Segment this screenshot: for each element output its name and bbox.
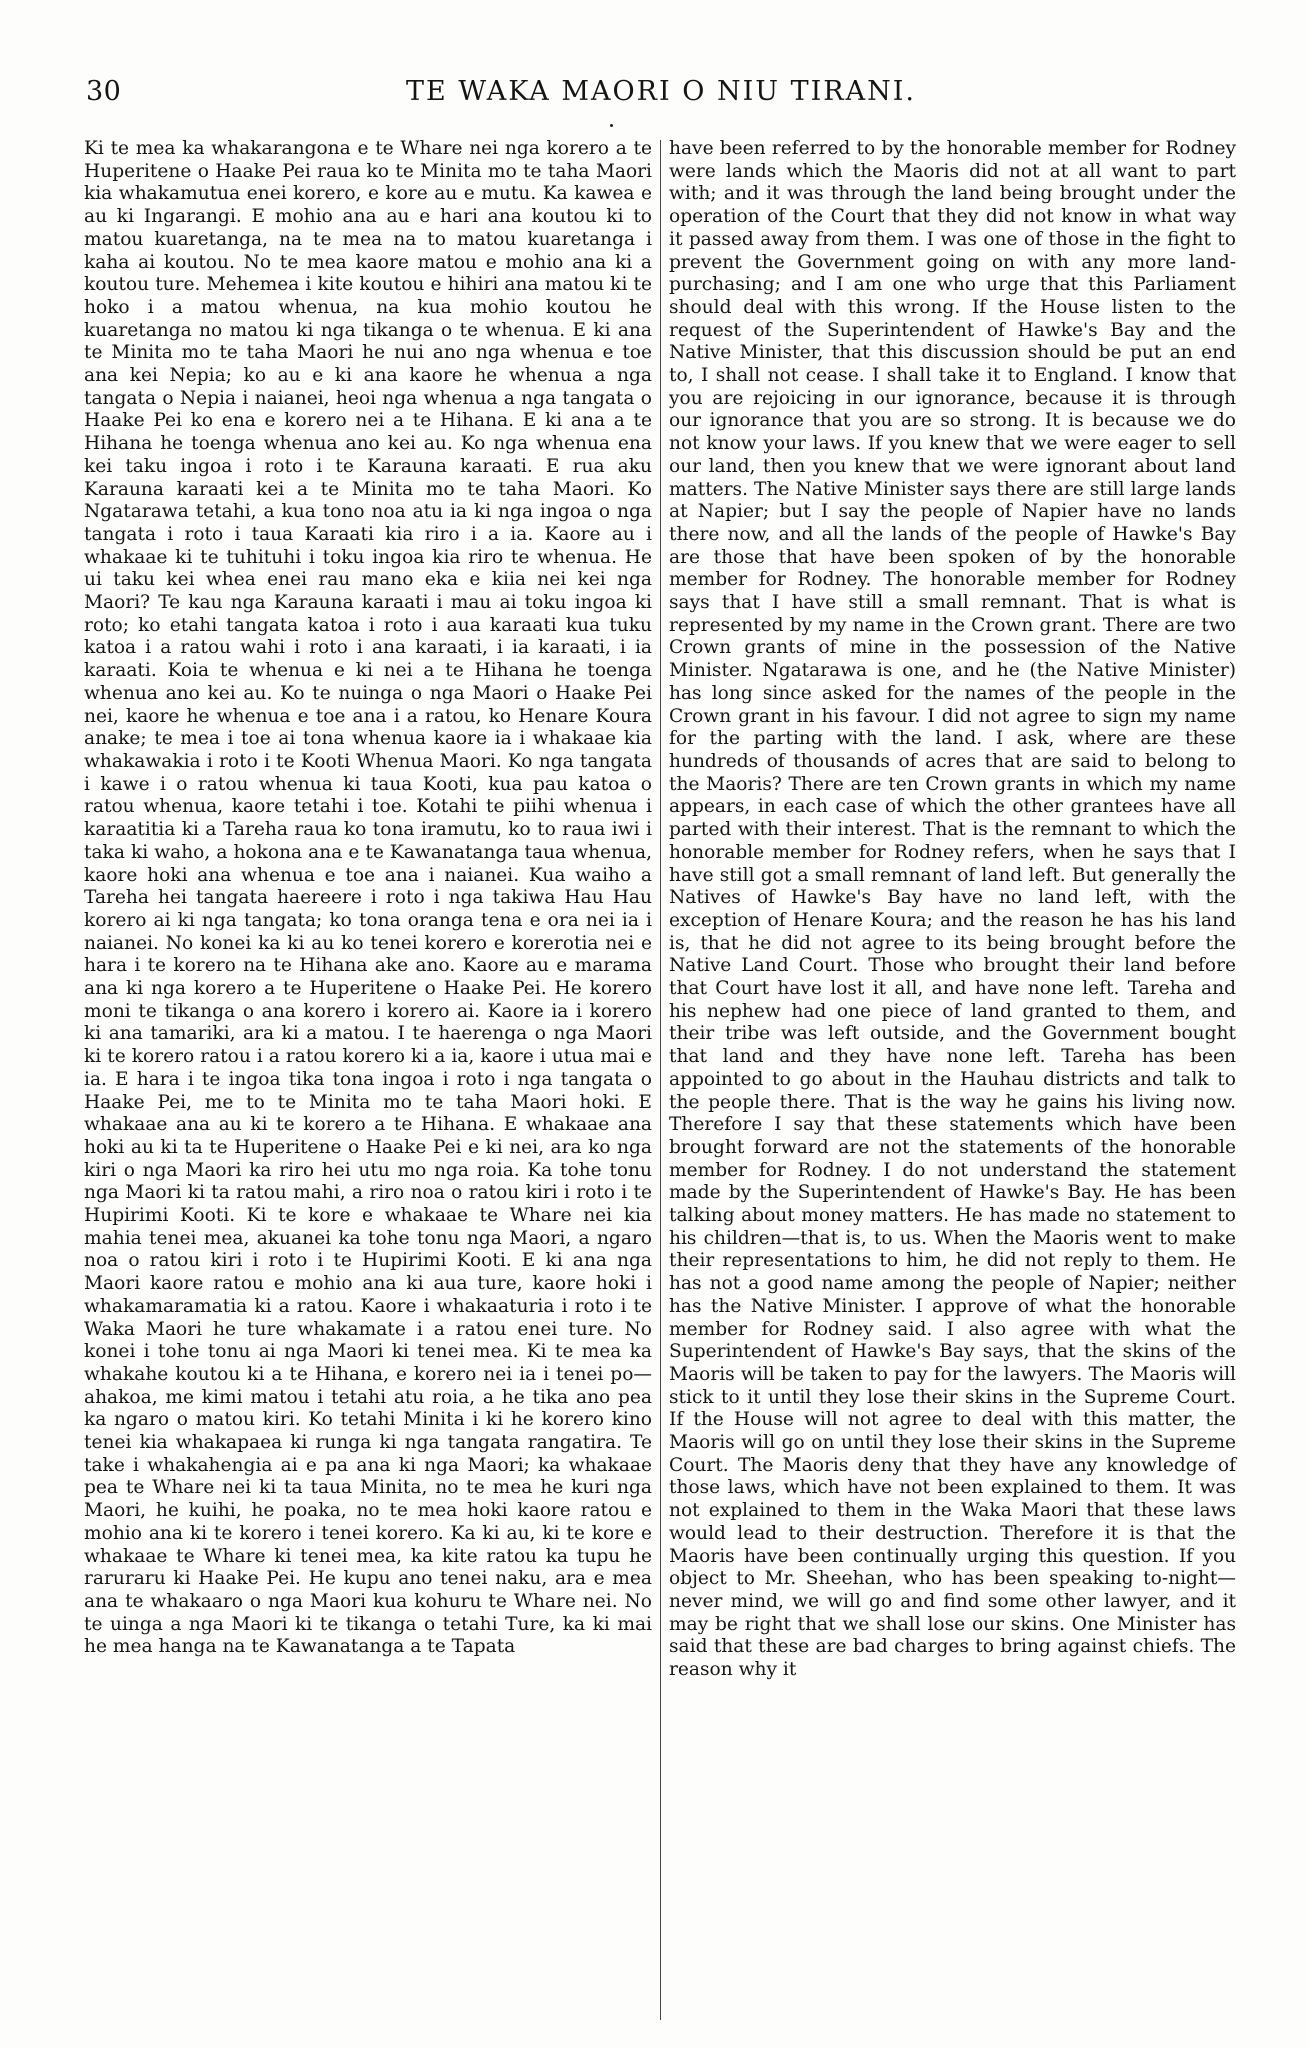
right-column-text: have been referred to by the honorable member for Rodney were lands which the Maoris did not at all want to part with; and it was through the land being brought under the operation of the Court that they did not know in what way it passed away from them. I was one of those in the fight to prevent the Government going on with any more land-purchasing; and I am one who urge that this Parliament should deal with this wrong. If the House listen to the request of the Superintendent of Hawke's Bay and the Native Minister, that this discussion should be put an end to, I shall not cease. I shall take it to England. I know that you are rejoicing in our ignorance, because it is through our ignorance that you are so strong. It is because we do not know your laws. If you knew that we were eager to sell our land, then you knew that we were ignorant about land matters. The Native Minister says there are still large lands at Napier; but I say the people of Napier have no lands there now, and all the lands of the people of Hawke's Bay are those that have been spoken of by the honorable member for Rodney. The honorable member for Rodney says that I have still a small remnant. That is what is represented by my name in the Crown grant. There are two Crown grants of mine in the possession of the Native Minister. Ngatarawa is one, and he (the Native Minister) has long since asked for the names of the people in the Crown grant in his favour. I did not agree to sign my name for the parting with the land. I ask, where are these hundreds of thousands of acres that are said to belong to the Maoris? There are ten Crown grants in which my name appears, in each case of which the other grantees have all parted with their interest. That is the remnant to which the honorable member for Rodney refers, when he says that I have still got a small remnant of land left. But generally the Natives of Hawke's Bay have no land left, with the exception of Henare Koura; and the reason he has his land is, that he did not agree to its being brought before the Native Land Court. Those who brought their land before that Court have lost it all, and have none left. Tareha and his nephew had one piece of land granted to them, and their tribe was left outside, and the Government bought that land and they have none left. Tareha has been appointed to go about in the Hauhau districts and talk to the people there. That is the way he gains his living now. Therefore I say that these statements which have been brought forward are not the statements of the honorable member for Rodney. I do not understand the statement made by the Superintendent of Hawke's Bay. He has been talking about money matters. He has made no statement to his children—that is, to us. When the Maoris went to make their representations to him, he did not reply to them. He has not a good name among the people of Napier; neither has the Native Minister. I approve of what the honorable member for Rodney said. I also agree with what the Superintendent of Hawke's Bay says, that the skins of the Maoris will be taken to pay for the lawyers. The Maoris will stick to it until they lose their skins in the Supreme Court. If the House will not agree to deal with this matter, the Maoris will go on until they lose their skins in the Supreme Court. The Maoris deny that they have any knowledge of those laws, which have not been explained to them. It was not explained to them in the Waka Maori that these laws would lead to their destruction. Therefore it is that the Maoris have been continually urging this question. If you object to Mr. Sheehan, who has been speaking to-night—never mind, we will go and find some other lawyer, and it may be right that we shall lose our skins. One Minister has said that these are bad charges to bring against chiefs. The reason why it [669,138,1236,1681]
right-column [669,138,1236,1682]
left-column [84,138,652,1659]
header-dot-ornament [610,124,613,127]
left-column-text: Ki te mea ka whakarangona e te Whare nei nga korero a te Huperitene o Haake Pei raua ko te Minita mo te taha Maori kia whakamutua enei korero, e kore au e mutu. Ka kawea e au ki Ingarangi. E mohio ana au e hari ana koutou ki to matou kuaretanga, na te mea na to matou kuaretanga i kaha ai koutou. No te mea kaore matou e mohio ana ki a koutou ture. Mehemea i kite koutou e hihiri ana matou ki te hoko i a matou whenua, na kua mohio koutou he kuaretanga no matou ki nga tikanga o te whenua. E ki ana te Minita mo te taha Maori he nui ano nga whenua e toe ana kei Nepia; ko au e ki ana kaore he whenua a nga tangata o Nepia i naianei, heoi nga whenua a nga tangata o Haake Pei ko ena e korero nei a te Hihana. E ki ana a te Hihana he toenga whenua ano kei au. Ko nga whenua ena kei taku ingoa i roto i te Karauna karaati. E rua aku Karauna karaati kei a te Minita mo te taha Maori. Ko Ngatarawa tetahi, a kua tono noa atu ia ki nga ingoa o nga tangata i roto i taua Karaati kia riro i a ia. Kaore au i whakaae ki te tuhituhi i toku ingoa kia riro te whenua. He ui taku kei whea enei rau mano eka e kiia nei kei nga Maori? Te kau nga Karauna karaati i mau ai toku ingoa ki roto; ko etahi tangata katoa i roto i aua karaati kua tuku katoa i a ratou wahi i roto i ana karaati, i ia karaati, i ia karaati. Koia te whenua e ki nei a te Hihana he toenga whenua ano kei au. Ko te nuinga o nga Maori o Haake Pei nei, kaore he whenua e toe ana i a ratou, ko Henare Koura anake; te mea i toe ai tona whenua kaore ia i whakaae kia whakawakia i roto i te Kooti Whenua Maori. Ko nga tangata i kawe i o ratou whenua ki taua Kooti, kua pau katoa o ratou whenua, kaore tetahi i toe. Kotahi te piihi whenua i karaatitia ki a Tareha raua ko tona iramutu, ko to raua iwi i taka ki waho, a hokona ana e te Kawanatanga taua whenua, kaore hoki ana whenua e toe ana i naianei. Kua waiho a Tareha hei tangata haereere i roto i nga takiwa Hau Hau korero ai ki nga tangata; ko tona oranga tena e ora nei ia i naianei. No konei ka ki au ko tenei korero e korerotia nei e hara i te korero na te Hihana ake ano. Kaore au e marama ana ki nga korero a te Huperitene o Haake Pei. He korero moni te tikanga o ana korero i korero ai. Kaore ia i korero ki ana tamariki, ara ki a matou. I te haerenga o nga Maori ki te korero ratou i a ratou korero ki a ia, kaore i utua mai e ia. E hara i te ingoa tika tona ingoa i roto i nga tangata o Haake Pei, me to te Minita mo te taha Maori hoki. E whakaae ana au ki te korero a te Hihana. E whakaae ana hoki au ki ta te Huperitene o Haake Pei e ki nei, ara ko nga kiri o nga Maori ka riro hei utu mo nga roia. Ka tohe tonu nga Maori ki ta ratou mahi, a riro noa o ratou kiri i roto i te Hupirimi Kooti. Ki te kore e whakaae te Whare nei kia mahia tenei mea, akuanei ka tohe tonu nga Maori, a ngaro noa o ratou kiri i roto i te Hupirimi Kooti. E ki ana nga Maori kaore ratou e mohio ana ki aua ture, kaore hoki i whakamaramatia ki a ratou. Kaore i whakaaturia i roto i te Waka Maori he ture whakamate i a ratou enei ture. No konei i tohe tonu ai nga Maori ki tenei mea. Ki te mea ka whakahe koutou ki a te Hihana, e korero nei ia i tenei po—ahakoa, me kimi matou i tetahi atu roia, a he tika ano pea ka ngaro o matou kiri. Ko tetahi Minita i ki he korero kino tenei kia whakapaea ki runga ki nga tangata rangatira. Te take i whakahengia ai e pa ana ki nga Maori; ka whakaae pea te Whare nei ki ta taua Minita, no te mea he kuri nga Maori, he kuihi, he poaka, no te mea hoki kaore ratou e mohio ana ki te korero i tenei korero. Ka ki au, ki te kore e whakaae te Whare ki tenei mea, ka kite ratou ka tupu he raruraru ki Haake Pei. He kupu ano tenei naku, ara e mea ana te whakaaro o nga Maori kua kohuru te Whare nei. No te uinga a nga Maori ki te tikanga o tetahi Ture, ka ki mai he mea hanga na te Kawanatanga a te Tapata [84,138,652,1658]
running-title: TE WAKA MAORI O NIU TIRANI. [406,76,916,107]
page-number: 30 [86,76,122,107]
page-header [86,76,1236,116]
column-divider [660,140,661,2020]
